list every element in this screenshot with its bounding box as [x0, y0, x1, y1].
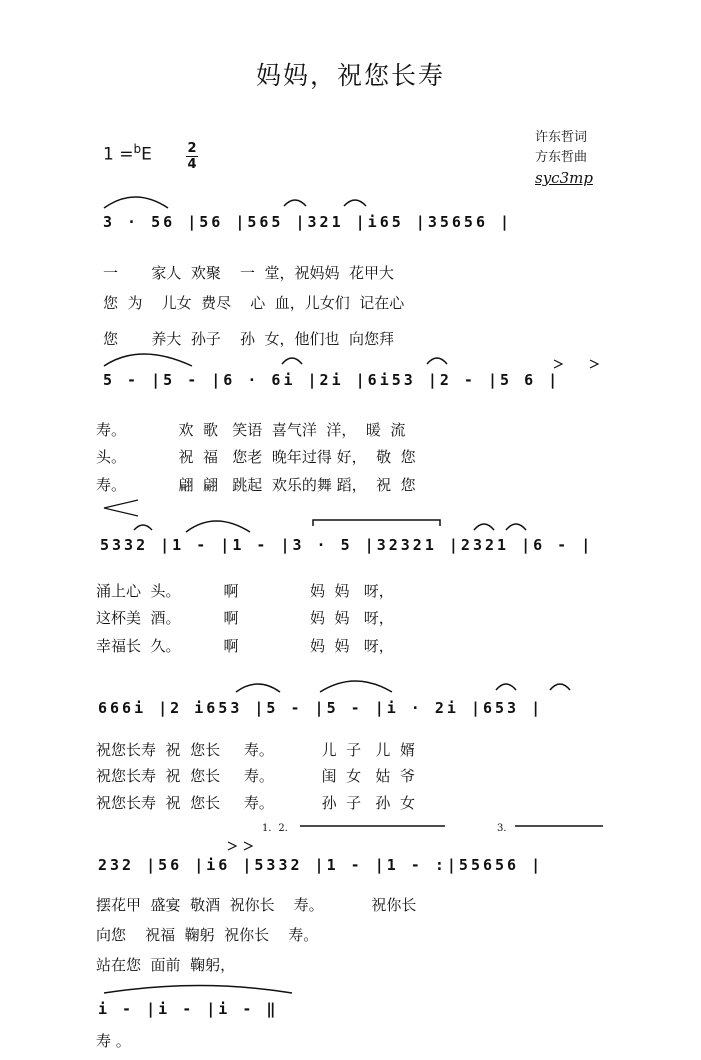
lyricist-credit: 许东哲词: [535, 130, 588, 145]
volta-first-label: 1．2．: [262, 823, 295, 834]
lyric-line-4-verse-3: 祝您长寿 祝 您长 寿。 孙 子 孙 女: [96, 794, 415, 812]
lyric-line-5-verse-2: 向您 祝福 鞠躬 祝你长 寿。: [96, 926, 319, 944]
tie: [344, 200, 366, 206]
lyric-line-1-verse-1: 一 家人 欢聚 一 堂，祝妈妈 花甲大: [103, 264, 395, 282]
tie: [474, 524, 494, 530]
tie: [427, 358, 447, 364]
slur: [236, 684, 280, 692]
accent-mark: [590, 360, 598, 368]
lyric-line-6: 寿 。: [96, 1032, 131, 1050]
slur: [313, 520, 440, 526]
lyric-line-3-verse-3: 幸福长 久。 啊 妈 妈 呀，: [96, 637, 394, 655]
flat-sign: b: [133, 142, 142, 156]
lyric-line-3-verse-1: 涌上心 头。 啊 妈 妈 呀，: [96, 582, 394, 600]
notation-line-6: i - |i - |i - ‖: [98, 1000, 279, 1018]
tie: [282, 358, 302, 364]
tie: [506, 524, 526, 530]
accent-mark: [554, 360, 562, 368]
accent-mark: [228, 842, 236, 850]
signature-mark: syc3mp: [535, 169, 593, 187]
key-prefix: 1 =: [103, 144, 134, 165]
tie: [496, 684, 516, 690]
tie: [134, 525, 152, 530]
notation-line-5: 232 |56 |i6 |5332 |1 - |1 - :|55656 |: [98, 856, 544, 874]
composer-credit: 方东哲曲: [535, 150, 588, 165]
slur: [186, 521, 250, 532]
notation-line-1: 3 · 56 |56 |565 |321 |i65 |35656 |: [103, 213, 513, 231]
tie: [550, 684, 570, 690]
time-signature-top: 2: [187, 141, 197, 156]
lyric-line-1-verse-3: 您 养大 孙子 孙 女，他们也 向您拜: [103, 330, 395, 348]
lyric-line-5-verse-3: 站在您 面前 鞠躬，: [96, 956, 236, 974]
lyric-line-3-verse-2: 这杯美 酒。 啊 妈 妈 呀，: [96, 609, 394, 627]
time-signature-bottom: 4: [187, 157, 197, 172]
lyric-line-4-verse-1: 祝您长寿 祝 您长 寿。 儿 子 儿 婿: [96, 741, 415, 759]
slur: [104, 197, 168, 208]
tie: [284, 200, 306, 206]
song-title: 妈妈，祝您长寿: [255, 61, 445, 90]
notation-line-3: 5332 |1 - |1 - |3 · 5 |32321 |2321 |6 - |: [100, 536, 594, 554]
slur: [104, 986, 292, 994]
key-note: E: [141, 144, 152, 165]
slur: [320, 681, 392, 692]
slur: [104, 354, 192, 366]
lyric-line-4-verse-2: 祝您长寿 祝 您长 寿。 闺 女 姑 爷: [96, 767, 415, 785]
lyric-line-5-verse-1: 摆花甲 盛宴 敬酒 祝你长 寿。 祝你长: [96, 896, 417, 914]
lyric-line-2-verse-2: 头。 祝 福 您老 晚年过得 好， 敬 您: [96, 448, 416, 466]
lyric-line-1-verse-2: 您 为 儿女 费尽 心 血，儿女们 记在心: [103, 294, 405, 312]
accent-mark: [244, 842, 252, 850]
notation-line-2: 5 - |5 - |6 · 6i |2i |6i53 |2 - |5 6 |: [103, 371, 561, 389]
lyric-line-2-verse-3: 寿。 翩 翩 跳起 欢乐的舞 蹈， 祝 您: [96, 476, 416, 494]
notation-line-4: 666i |2 i653 |5 - |5 - |i · 2i |653 |: [98, 699, 544, 717]
lyric-line-2-verse-1: 寿。 欢 歌 笑语 喜气洋 洋， 暖 流: [96, 421, 406, 439]
crescendo-mark: [104, 500, 138, 516]
volta-second-label: 3．: [497, 823, 514, 834]
